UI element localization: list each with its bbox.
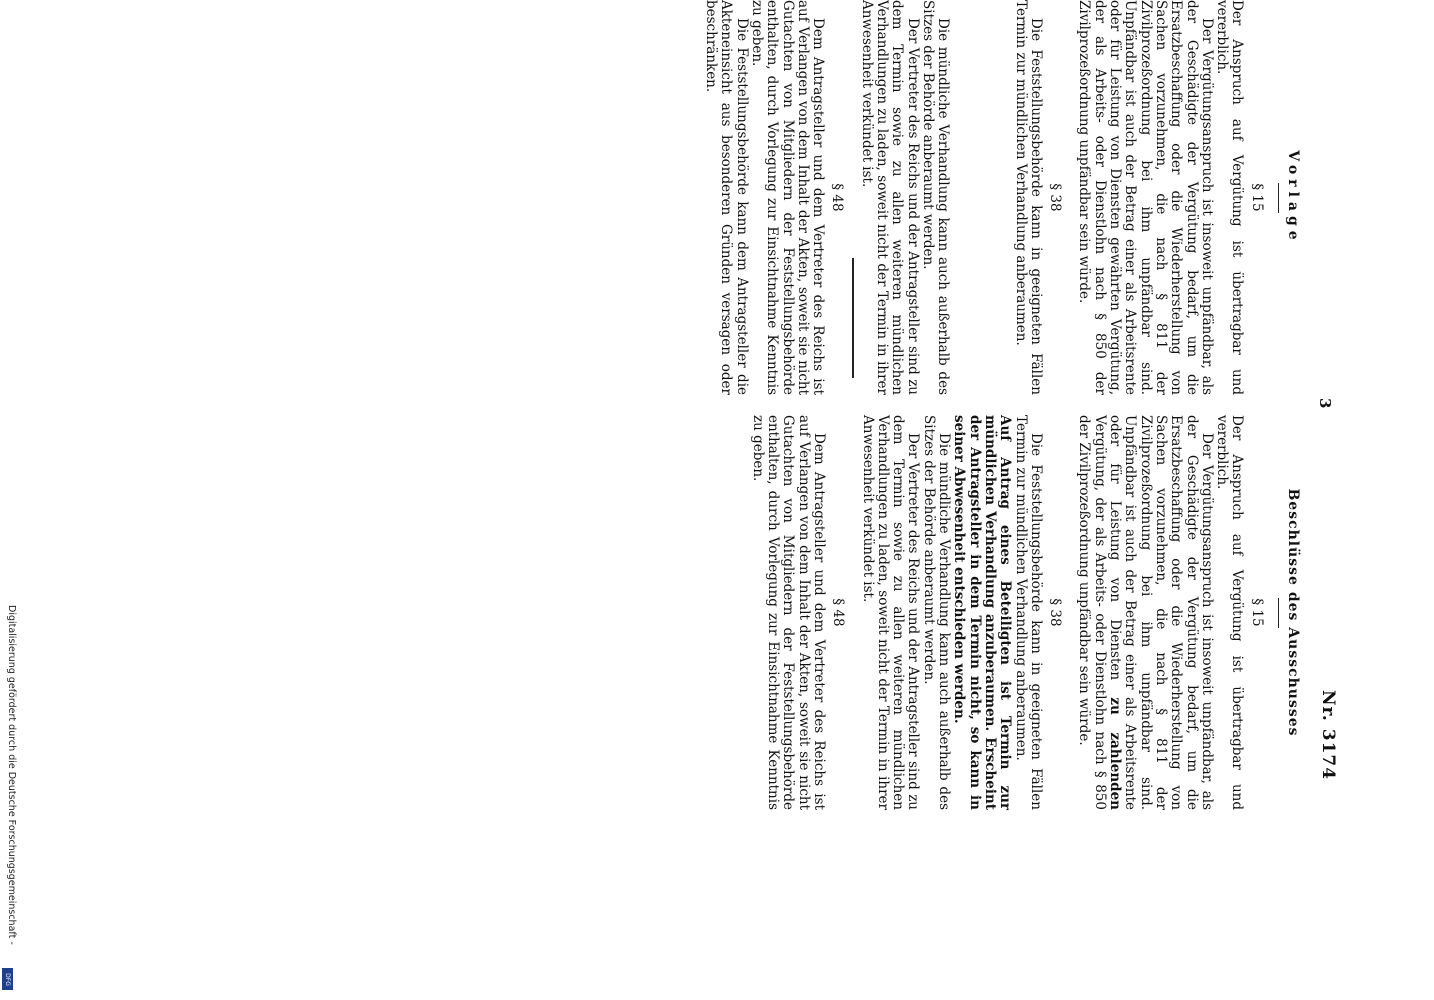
paragraph: Der Anspruch auf Vergütung ist übertragbar und vererblich. bbox=[1214, 415, 1246, 810]
paragraph: Der Anspruch auf Vergütung ist übertragbar und vererblich. bbox=[1214, 0, 1246, 395]
section-title-15: § 15 bbox=[1248, 183, 1265, 212]
paragraph: Der Vertreter des Reichs und der Antragsteller sind zu dem Termin sowie zu allen weiteren mündlichen Verhandlungen zu laden, soweit nicht der Termin in ihrer Anwesenheit verkündet ist. bbox=[858, 0, 921, 395]
document-number: Nr. 3174 bbox=[1318, 690, 1338, 781]
paragraph: Die mündliche Verhandlung kann auch außerhalb des Sitzes der Behörde anberaumt werden. bbox=[919, 0, 952, 395]
paragraph: Die Feststellungsbehörde kann in geeigneten Fällen Termin zur mündlichen Verhandlung anberaumen. bbox=[1012, 0, 1044, 395]
paragraph: Dem Antragsteller und dem Vertreter des Reichs ist auf Verlangen von dem Inhalt der Akten, soweit sie nicht Gutachten von Mitgliedern der Feststellungsbehörde enthalten, durch Vorlegung zur Einsichtnahme Kenntnis zu geben. bbox=[749, 415, 827, 810]
paragraph: Die Feststellungsbehörde kann dem Antragsteller die Akteneinsicht aus besonderen Gründen versagen oder beschränken. bbox=[703, 0, 750, 395]
column-vorlage bbox=[703, 0, 1300, 395]
heading-rule bbox=[1278, 183, 1279, 213]
column-heading-vorlage: Vorlage bbox=[1285, 150, 1301, 245]
paragraph: Der Vergütungsanspruch ist insoweit unpfändbar, als der Geschädigte der Vergütung bedarf, um die Ersatzbeschaffung oder die Wiederherstellung von Sachen vorzunehmen, die nach § 811 der Zivilprozeßordnung bei ihm unpfändbar sind. Unpfändbar ist auch der Betrag einer als Arbeitsrente oder für Leistung von Diensten gewährten Vergütung, der als Arbeits- oder Dienstlohn nach § 850 der Zivilprozeßordnung unpfändbar sein würde. bbox=[1076, 0, 1215, 395]
paragraph: Dem Antragsteller und dem Vertreter des Reichs ist auf Verlangen von dem Inhalt der Akten, soweit sie nicht Gutachten von Mitgliedern der Feststellungsbehörde enthalten, durch Vorlegung zur Einsichtnahme Kenntnis zu geben. bbox=[748, 0, 827, 395]
digitization-footer bbox=[4, 605, 17, 995]
spacer bbox=[950, 0, 1012, 395]
column-beschluesse bbox=[750, 415, 1301, 810]
heading-rule bbox=[1278, 598, 1279, 628]
page-number: 3 bbox=[1316, 398, 1334, 409]
paragraph: Die Feststellungsbehörde kann in geeigneten Fällen Termin zur mündlichen Verhandlung anberaumen. bbox=[1012, 415, 1044, 810]
amended-text: zu zahlenden bbox=[1107, 697, 1124, 810]
dfg-logo bbox=[2, 968, 13, 990]
section-title-15: § 15 bbox=[1248, 598, 1265, 627]
end-rule bbox=[852, 258, 854, 378]
section-title-48: § 48 bbox=[830, 598, 847, 627]
logo-text: DFG bbox=[4, 972, 12, 986]
text-span: Vergütung, der als Arbeits- oder Dienstlohn nach § 850 der Zivilprozeßordnung unpfändbar sein würde. bbox=[1076, 415, 1108, 810]
footer-text: Digitalisierung gefördert durch die Deutsche Forschungsgemeinschaft - bbox=[6, 605, 17, 945]
section-title-38: § 38 bbox=[1047, 183, 1064, 212]
rotated-page bbox=[552, 0, 1352, 860]
paragraph bbox=[1076, 415, 1214, 810]
section-title-38: § 38 bbox=[1047, 598, 1064, 627]
paragraph: Der Vertreter des Reichs und der Antragsteller sind zu dem Termin sowie zu allen weiteren mündlichen Verhandlungen zu laden, soweit nicht der Termin in ihrer Anwesenheit verkündet ist. bbox=[859, 415, 922, 810]
paragraph: Die mündliche Verhandlung kann auch außerhalb des Sitzes der Behörde anberaumt werden. bbox=[920, 415, 953, 810]
column-heading-beschluesse: Beschlüsse des Ausschusses bbox=[1285, 488, 1301, 737]
amended-paragraph: Auf Antrag eines Beteiligten ist Termin zur mündlichen Verhandlung anzuberaumen. Erscheint der Antragsteller in dem Termin nicht, so kann in seiner Abwesenheit entschieden werden. bbox=[951, 415, 1014, 810]
text-span: Der Vergütungsanspruch ist insoweit unpfändbar, als der Geschädigte der Vergütung bedarf, um die Ersatzbeschaffung oder die Wiederherstellung von Sachen vorzunehmen, die nach § 811 der Zivilprozeßordnung bei ihm unpfändbar sind. Unpfändbar ist auch der Betrag einer als Arbeitsrente oder für Leistung von Diensten bbox=[1107, 415, 1215, 810]
section-title-48: § 48 bbox=[829, 183, 846, 212]
